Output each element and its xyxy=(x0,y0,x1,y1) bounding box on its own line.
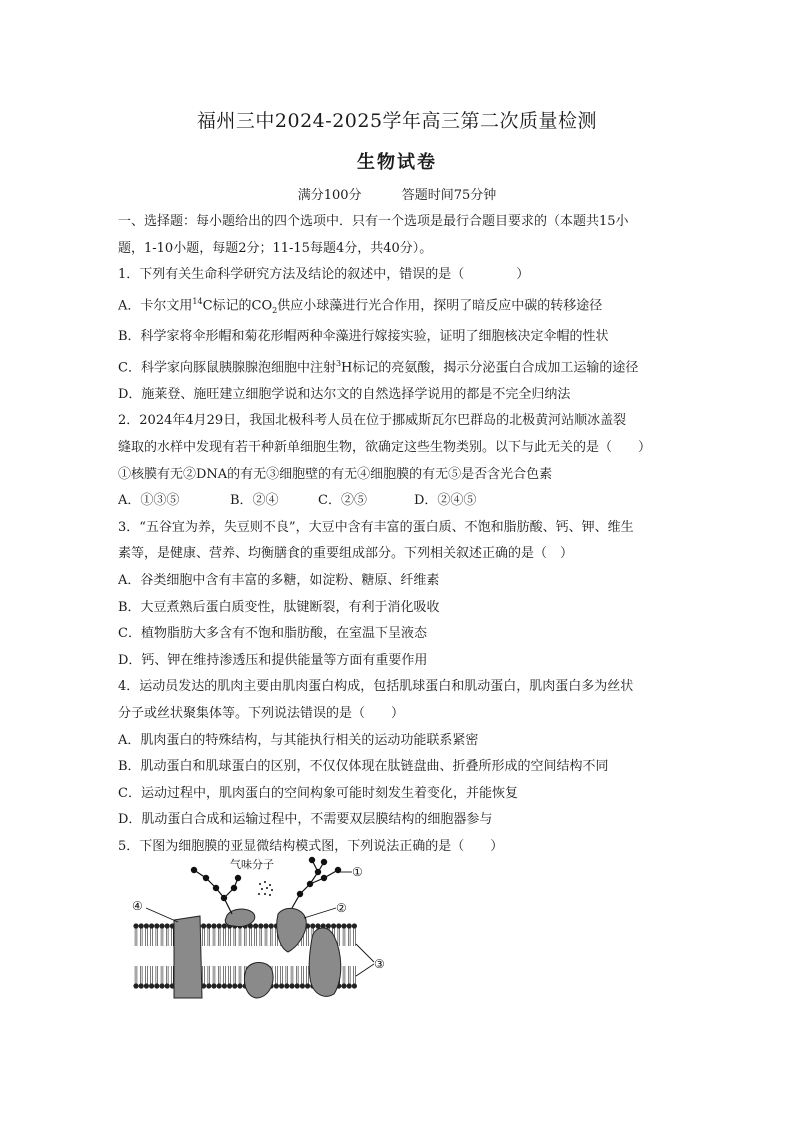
phospholipid-head xyxy=(217,924,221,928)
phospholipid-head xyxy=(139,924,143,928)
q3-option-d: D．钙、钾在维持渗透压和提供能量等方面有重要作用 xyxy=(118,652,428,668)
phospholipid-head xyxy=(139,984,143,988)
q4-option-d: D．肌动蛋白合成和运输过程中，不需要双层膜结构的细胞器参与 xyxy=(118,812,493,828)
label-2: ② xyxy=(336,901,347,915)
cell-membrane-figure xyxy=(128,848,408,1008)
protein-right-large xyxy=(309,928,341,996)
section-instructions-line2: 题，1-10小题，每题2分；11-15每题4分，共40分）。 xyxy=(118,240,433,256)
q2-option-c: C．②⑤ xyxy=(318,493,367,509)
exam-body xyxy=(118,209,688,861)
section-instructions-line1: 一、选择题：每小题给出的四个选项中．只有一个选项是最行合题目要求的（本题共15小 xyxy=(118,214,629,229)
q2-option-b: B．②④ xyxy=(230,493,279,509)
time-limit: 答题时间75分钟 xyxy=(401,188,497,203)
odor-molecule-label: 气味分子 xyxy=(230,858,274,871)
q4-stem-line2: 分子或丝状聚集体等。下列说法错误的是（ ） xyxy=(118,705,405,721)
phospholipid-head xyxy=(134,924,138,928)
glycan-chain-right xyxy=(292,857,341,908)
q3-option-c: C．植物脂肪大多含有不饱和脂肪酸，在室温下呈液态 xyxy=(118,626,427,642)
phospholipid-head xyxy=(227,984,231,988)
label-3: ③ xyxy=(374,957,385,971)
phospholipid-head xyxy=(342,924,346,928)
phospholipid-head xyxy=(290,984,294,988)
phospholipid-head xyxy=(155,984,159,988)
phospholipid-head xyxy=(217,984,221,988)
q2-stem-line1: 2．2024年4月29日，我国北极科考人员在位于挪威斯瓦尔巴群岛的北极黄河站顺冰盖裂 xyxy=(118,413,627,429)
phospholipid-head xyxy=(253,924,257,928)
q2-stem-line2: 缝取的水样中发现有若干种新单细胞生物，欲确定这些生物类别。以下与此无关的是（ ） xyxy=(118,440,652,455)
q3-stem-line2: 素等，是健康、营养、均衡膳食的重要组成部分。下列相关叙述正确的是（ ） xyxy=(118,546,574,562)
phospholipid-head xyxy=(295,984,299,988)
exam-subtitle: 生物试卷 xyxy=(357,152,437,173)
phospholipid-head xyxy=(352,984,356,988)
q5-stem: 5．下图为细胞膜的亚显微结构模式图，下列说法正确的是（ ） xyxy=(118,838,504,854)
phospholipid-head xyxy=(300,984,304,988)
phospholipid-head xyxy=(269,924,273,928)
phospholipid-head xyxy=(274,984,278,988)
phospholipid-head xyxy=(342,984,346,988)
label-4: ④ xyxy=(132,899,143,913)
full-score: 满分100分 xyxy=(297,188,362,203)
odor-molecule-dots xyxy=(258,881,273,896)
phospholipid-head xyxy=(155,924,159,928)
phospholipid-head xyxy=(233,984,237,988)
q4-option-c: C．运动过程中，肌肉蛋白的空间构象可能时刻发生着变化，并能恢复 xyxy=(118,785,518,801)
phospholipid-head xyxy=(149,924,153,928)
protein-top-small xyxy=(225,909,255,926)
glycan-chain-left xyxy=(191,867,240,914)
q4-option-b: B．肌动蛋白和肌球蛋白的区别，不仅仅体现在肽链盘曲、折叠所形成的空间结构不同 xyxy=(118,759,609,775)
phospholipid-head xyxy=(134,984,138,988)
phospholipid-head xyxy=(149,984,153,988)
phospholipid-head xyxy=(201,924,205,928)
phospholipid-head xyxy=(316,924,320,928)
phospholipid-head xyxy=(207,984,211,988)
q2-stem-line3: ①核膜有无②DNA的有无③细胞壁的有无④细胞膜的有无⑤是否含光合色素 xyxy=(118,466,553,482)
q2-options xyxy=(118,488,688,515)
phospholipid-head xyxy=(326,924,330,928)
q1-option-b: B．科学家将伞形帽和菊花形帽两种伞藻进行嫁接实验，证明了细胞核决定伞帽的性状 xyxy=(118,329,609,345)
phospholipid-head xyxy=(259,924,263,928)
phospholipid-head xyxy=(160,984,164,988)
phospholipid-head xyxy=(311,924,315,928)
phospholipid-head xyxy=(160,924,164,928)
phospholipid-head xyxy=(144,984,148,988)
exam-meta xyxy=(0,184,794,203)
phospholipid-head xyxy=(212,924,216,928)
phospholipid-head xyxy=(144,924,148,928)
q4-stem-line1: 4．运动员发达的肌肉主要由肌肉蛋白构成，包括肌球蛋白和肌动蛋白，肌肉蛋白多为丝状 xyxy=(118,679,634,695)
q1-option-d: D．施莱登、施旺建立细胞学说和达尔文的自然选择学说用的都是不完全归纳法 xyxy=(118,386,571,402)
phospholipid-head xyxy=(222,984,226,988)
protein-bottom-small xyxy=(244,963,273,999)
phospholipid-head xyxy=(352,924,356,928)
q2-option-a: A．①③⑤ xyxy=(118,493,180,509)
phospholipid-head xyxy=(165,924,169,928)
q1-option-a: A．卡尔文用$^{14}$C标记的$CO_2$供应小球藻进行光合作用，探明了暗反应中碳的转移途径 xyxy=(118,296,603,315)
phospholipid-head xyxy=(347,924,351,928)
q3-option-a: A．谷类细胞中含有丰富的多糖，如淀粉、糖原、纤维素 xyxy=(118,572,440,588)
phospholipid-head xyxy=(347,984,351,988)
protein-4-channel xyxy=(174,916,202,998)
phospholipid-head xyxy=(337,924,341,928)
phospholipid-head xyxy=(285,984,289,988)
phospholipid-head xyxy=(212,984,216,988)
q3-stem-line1: 3．“五谷宜为养，失豆则不良”，大豆中含有丰富的蛋白质、不饱和脂肪酸、钙、钾、维生 xyxy=(118,519,634,535)
q1-option-c: C．科学家向豚鼠胰腺腺泡细胞中注射$^3$H标记的亮氨酸，揭示分泌蛋白合成加工运输的途径 xyxy=(118,358,639,376)
phospholipid-head xyxy=(305,984,309,988)
phospholipid-head xyxy=(165,984,169,988)
phospholipid-head xyxy=(331,924,335,928)
phospholipid-head xyxy=(207,924,211,928)
q2-option-d: D．②④⑤ xyxy=(414,493,477,509)
q1-stem: 1．下列有关生命科学研究方法及结论的叙述中，错误的是（ ） xyxy=(118,267,530,283)
phospholipid-head xyxy=(238,984,242,988)
label-1: ① xyxy=(352,865,363,879)
q4-option-a: A．肌肉蛋白的特殊结构，与其能执行相关的运动功能联系紧密 xyxy=(118,732,479,748)
exam-title: 福州三中2024-2025学年高三第二次质量检测 xyxy=(196,110,598,132)
q3-option-b: B．大豆煮熟后蛋白质变性，肽键断裂，有利于消化吸收 xyxy=(118,599,440,615)
phospholipid-head xyxy=(279,984,283,988)
phospholipid-head xyxy=(222,924,226,928)
phospholipid-head xyxy=(264,924,268,928)
